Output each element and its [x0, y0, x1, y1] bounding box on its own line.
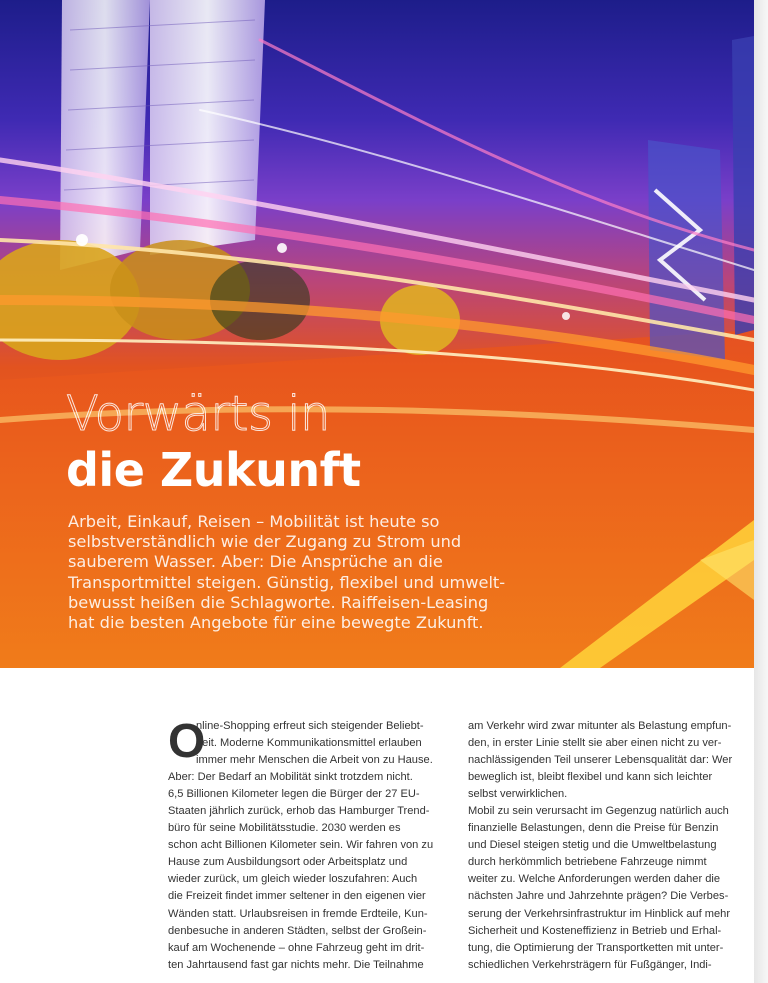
body-line: ten Jahrtausend fast gar nichts mehr. Die Teilnahme	[168, 958, 424, 971]
body-line: nachlässigenden Teil unserer Lebensqualität dar: Wer	[468, 754, 733, 767]
body-line: büro für seine Mobilitätsstudie. 2030 werden es	[168, 822, 401, 835]
lead-line: Transportmittel steigen. Günstig, flexibel und umwelt-	[68, 572, 506, 592]
body-line: tung, die Optimierung der Transportketten mit unter-	[468, 941, 724, 954]
body-line: durch herkömmlich betriebene Fahrzeuge nimmt	[468, 856, 707, 869]
title-line-outline: Vorwärts in	[66, 386, 330, 442]
body-line: kauf am Wochenende – ohne Fahrzeug geht im drit-	[168, 941, 425, 954]
lead-line: Arbeit, Einkauf, Reisen – Mobilität ist heute so	[68, 512, 440, 531]
body-line: selbst verwirklichen.	[468, 788, 568, 801]
body-line: immer mehr Menschen die Arbeit von zu Hause.	[196, 754, 433, 767]
body-line: Hause zum Ausbildungsort oder Arbeitsplatz und	[168, 856, 408, 869]
body-line: schiedlichen Verkehrsträgern für Fußgänger, Indi-	[468, 958, 712, 971]
body-line: heit. Moderne Kommunikationsmittel erlauben	[196, 737, 422, 750]
body-line: nächsten Jahre und Jahrzehnte prägen? Die Verbes-	[468, 890, 729, 903]
lead-line: selbstverständlich wie der Zugang zu Strom und	[68, 532, 462, 552]
lead-paragraph	[68, 512, 506, 633]
lead-line: hat die besten Angebote für eine bewegte Zukunft.	[68, 613, 484, 633]
lead-line: bewusst heißen die Schlagworte. Raiffeisen-Leasing	[68, 592, 489, 612]
body-line: weiter zu. Welche Anforderungen werden daher die	[468, 873, 721, 886]
title-line-bold: die Zukunft	[66, 443, 361, 497]
body-line: Sicherheit und Kosteneffizienz in Betrieb und Erhal-	[468, 924, 722, 937]
body-line: Mobil zu sein verursacht im Gegenzug natürlich auch	[468, 805, 729, 818]
body-line: serung der Verkehrsinfrastruktur im Hinblick auf mehr	[468, 907, 731, 920]
body-line: wieder zurück, um gleich wieder loszufahren: Auch	[168, 873, 418, 886]
body-line: Staaten jährlich zurück, erhob das Hamburger Trend-	[168, 805, 430, 818]
body-line: 6,5 Billionen Kilometer legen die Bürger der 27 EU-	[168, 788, 420, 801]
body-line: die Freizeit findet immer seltener in den eigenen vier	[168, 890, 426, 903]
body-line: und Diesel steigen stetig und die Umweltbelastung	[468, 839, 717, 852]
body-line: den, in erster Linie stellt sie aber einen nicht zu ver-	[468, 737, 722, 750]
body-column-left	[168, 715, 443, 974]
body-line: Aber: Der Bedarf an Mobilität sinkt trotzdem nicht.	[168, 771, 413, 784]
body-line: denbesuche in anderen Städten, selbst der Großein-	[168, 924, 427, 937]
body-line: am Verkehr wird zwar mitunter als Belastung empfun-	[468, 720, 732, 732]
body-line: finanzielle Belastungen, denn die Preise für Benzin	[468, 822, 719, 835]
lead-line: sauberem Wasser. Aber: Die Ansprüche an die	[68, 552, 443, 572]
article-title	[66, 388, 361, 496]
body-line: schon acht Billionen Kilometer sein. Wir fahren von zu	[168, 839, 434, 852]
body-line: Wänden statt. Urlaubsreisen in fremde Erdteile, Kun-	[168, 907, 428, 920]
body-line: nline-Shopping erfreut sich steigender Beliebt-	[196, 720, 424, 732]
page-edge	[754, 0, 768, 983]
dropcap: O	[168, 715, 206, 768]
body-column-right	[468, 718, 743, 974]
body-line: beweglich ist, bleibt flexibel und kann sich leichter	[468, 771, 713, 784]
